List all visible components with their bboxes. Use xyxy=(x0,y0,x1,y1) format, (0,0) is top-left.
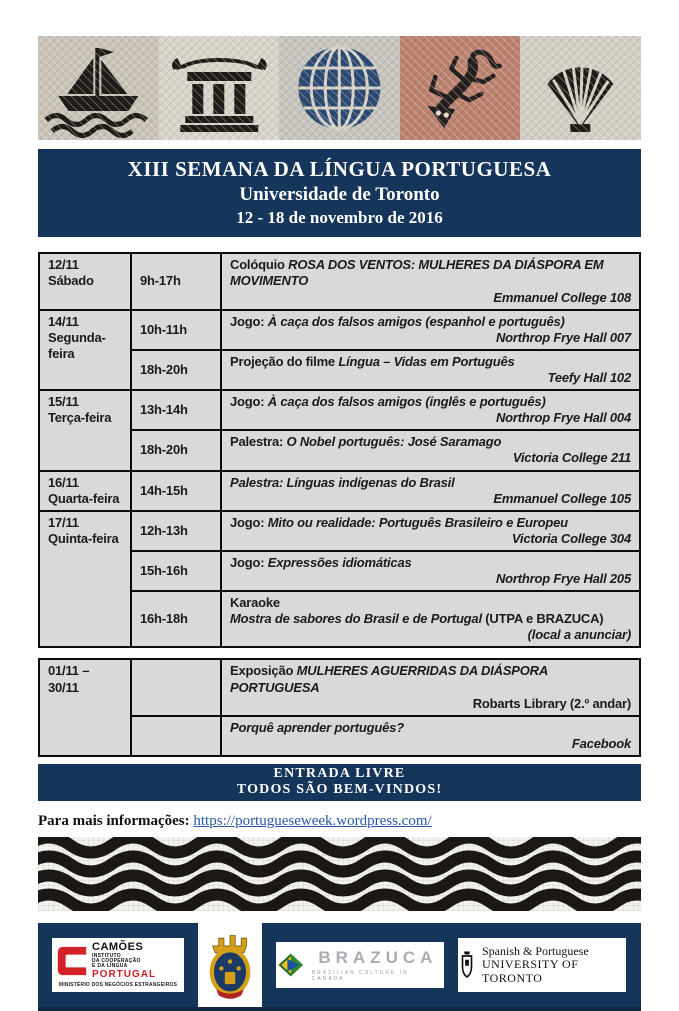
location-text: Northrop Frye Hall 004 xyxy=(495,410,631,426)
date-line: feira xyxy=(48,345,75,361)
exhibition-table xyxy=(38,658,641,757)
table-row xyxy=(39,659,640,715)
brazuca-tagline: BRAZILIAN CULTURE IN CANADA xyxy=(311,970,409,983)
university-crest-icon xyxy=(204,927,256,1003)
event-text-line: Palestra: O Nobel português: José Saramago xyxy=(230,434,502,450)
event-cell xyxy=(221,350,640,390)
event-cell xyxy=(221,471,640,511)
time-cell: 9h-17h xyxy=(131,253,221,309)
uoft-spanish-portuguese-logo xyxy=(458,938,626,992)
date-cell xyxy=(39,659,131,756)
camoes-portugal: PORTUGAL xyxy=(92,968,157,980)
table-row xyxy=(39,390,640,430)
date-line: 01/11 – xyxy=(48,663,90,679)
location-text: Facebook xyxy=(571,735,631,751)
event-cell xyxy=(221,551,640,591)
event-text-line: Porquê aprender português? xyxy=(230,719,404,735)
brazuca-leaf-icon xyxy=(276,950,306,980)
event-title: XIII SEMANA DA LÍNGUA PORTUGUESA xyxy=(127,157,552,181)
temple-mosaic-icon xyxy=(159,36,280,140)
date-cell xyxy=(39,310,131,390)
event-text-line: Colóquio ROSA DOS VENTOS: MULHERES DA DIÁSPORA EM MOVIMENTO xyxy=(230,257,604,289)
event-text-line: Jogo: Mito ou realidade: Português Brasileiro e Europeu xyxy=(230,514,568,530)
title-banner xyxy=(38,149,641,237)
time-cell xyxy=(131,659,221,715)
header-mosaic-strip xyxy=(38,36,641,140)
free-entry-banner xyxy=(38,764,641,801)
time-cell: 13h-14h xyxy=(131,390,221,430)
event-text-line: Karaoke xyxy=(230,595,280,611)
lizard-mosaic-icon xyxy=(400,36,521,140)
event-text-line: Jogo: Expressões idiomáticas xyxy=(230,554,412,570)
event-cell xyxy=(221,253,640,309)
date-line: Quarta-feira xyxy=(48,490,120,506)
event-text-line: Jogo: À caça dos falsos amigos (espanhol e português) xyxy=(230,313,565,329)
camoes-line-cooperacao: DA COOPERAÇÃO xyxy=(92,958,141,965)
time-cell: 18h-20h xyxy=(131,350,221,390)
date-line: Segunda- xyxy=(48,329,106,345)
event-text-line: Projeção do filme Língua – Vidas em Português xyxy=(230,353,515,369)
date-line: 16/11 xyxy=(48,474,79,490)
table-row xyxy=(39,310,640,350)
uoft-university: UNIVERSITY OF TORONTO xyxy=(482,957,579,986)
location-text: (local a anunciar) xyxy=(527,627,631,643)
uoft-crest-icon xyxy=(458,948,476,982)
location-text: Robarts Library (2.º andar) xyxy=(472,695,631,711)
table-row xyxy=(39,511,640,551)
camoes-c-icon xyxy=(55,943,89,979)
camoes-line-lingua: E DA LÍNGUA xyxy=(92,963,128,970)
date-cell xyxy=(39,471,131,511)
event-cell xyxy=(221,511,640,551)
event-cell xyxy=(221,390,640,430)
camoes-name: CAMÕES xyxy=(92,941,144,954)
brazuca-logo xyxy=(276,942,444,988)
table-row xyxy=(39,253,640,309)
event-cell xyxy=(221,430,640,470)
date-line: Terça-feira xyxy=(48,410,112,426)
event-text-line: Mostra de sabores do Brasil e de Portugal (UTPA e BRAZUCA) xyxy=(230,611,604,627)
event-cell xyxy=(221,716,640,756)
location-text: Northrop Frye Hall 205 xyxy=(495,571,631,587)
date-line: 30/11 xyxy=(48,679,79,695)
time-cell: 12h-13h xyxy=(131,511,221,551)
event-cell xyxy=(221,659,640,715)
location-text: Northrop Frye Hall 007 xyxy=(495,329,631,345)
more-info-label: Para mais informações: xyxy=(38,813,190,830)
time-cell: 18h-20h xyxy=(131,430,221,470)
location-text: Victoria College 304 xyxy=(511,530,631,546)
event-text-line: Jogo: À caça dos falsos amigos (inglês e português) xyxy=(230,394,546,410)
date-line: Sábado xyxy=(48,273,94,289)
event-text-line: Exposição MULHERES AGUERRIDAS DA DIÁSPORA PORTUGUESA xyxy=(230,663,548,695)
brazuca-name: BRAZUCA xyxy=(318,948,438,968)
location-text: Victoria College 211 xyxy=(512,450,631,466)
time-cell: 10h-11h xyxy=(131,310,221,350)
time-cell: 15h-16h xyxy=(131,551,221,591)
event-dates: 12 - 18 de novembro de 2016 xyxy=(236,208,443,228)
time-cell xyxy=(131,716,221,756)
location-text: Emmanuel College 108 xyxy=(493,289,631,305)
camoes-ministry: MINISTÉRIO DOS NEGÓCIOS ESTRANGEIROS xyxy=(58,982,178,989)
date-line: Quinta-feira xyxy=(48,530,119,546)
event-cell xyxy=(221,591,640,647)
shell-mosaic-icon xyxy=(520,36,641,140)
ship-mosaic-icon xyxy=(38,36,159,140)
time-cell: 14h-15h xyxy=(131,471,221,511)
globe-mosaic-icon xyxy=(279,36,400,140)
free-entry-line2: TODOS SÃO BEM-VINDOS! xyxy=(236,782,443,798)
more-info-line xyxy=(38,813,641,830)
date-line: 14/11 xyxy=(48,313,79,329)
schedule-table xyxy=(38,252,641,648)
location-text: Teefy Hall 102 xyxy=(547,369,631,385)
info-website-link[interactable]: https://portugueseweek.wordpress.com/ xyxy=(193,813,432,830)
date-cell xyxy=(39,511,131,648)
table-row xyxy=(39,471,640,511)
date-line: 15/11 xyxy=(48,394,79,410)
brazuca-text-block xyxy=(312,948,444,982)
wave-mosaic-pattern xyxy=(38,837,641,911)
uoft-department: Spanish & Portuguese xyxy=(482,943,589,958)
date-line: 17/11 xyxy=(48,514,79,530)
time-cell: 16h-18h xyxy=(131,591,221,647)
event-text-line: Palestra: Línguas indígenas do Brasil xyxy=(230,474,455,490)
event-cell xyxy=(221,310,640,350)
date-line: 12/11 xyxy=(48,257,79,273)
municipal-crest-logo xyxy=(198,923,262,1007)
free-entry-line1: ENTRADA LIVRE xyxy=(273,766,406,782)
camoes-line-instituto: INSTITUTO xyxy=(92,952,121,959)
location-text: Emmanuel College 105 xyxy=(493,490,631,506)
date-cell xyxy=(39,390,131,470)
camoes-logo-top xyxy=(55,942,181,980)
camoes-text-block xyxy=(92,942,156,980)
poster xyxy=(0,36,679,996)
camoes-institute-logo xyxy=(52,938,184,992)
event-subtitle: Universidade de Toronto xyxy=(239,184,440,206)
uoft-text-block xyxy=(482,945,626,986)
date-cell xyxy=(39,253,131,309)
footer-logo-band xyxy=(38,923,641,1011)
